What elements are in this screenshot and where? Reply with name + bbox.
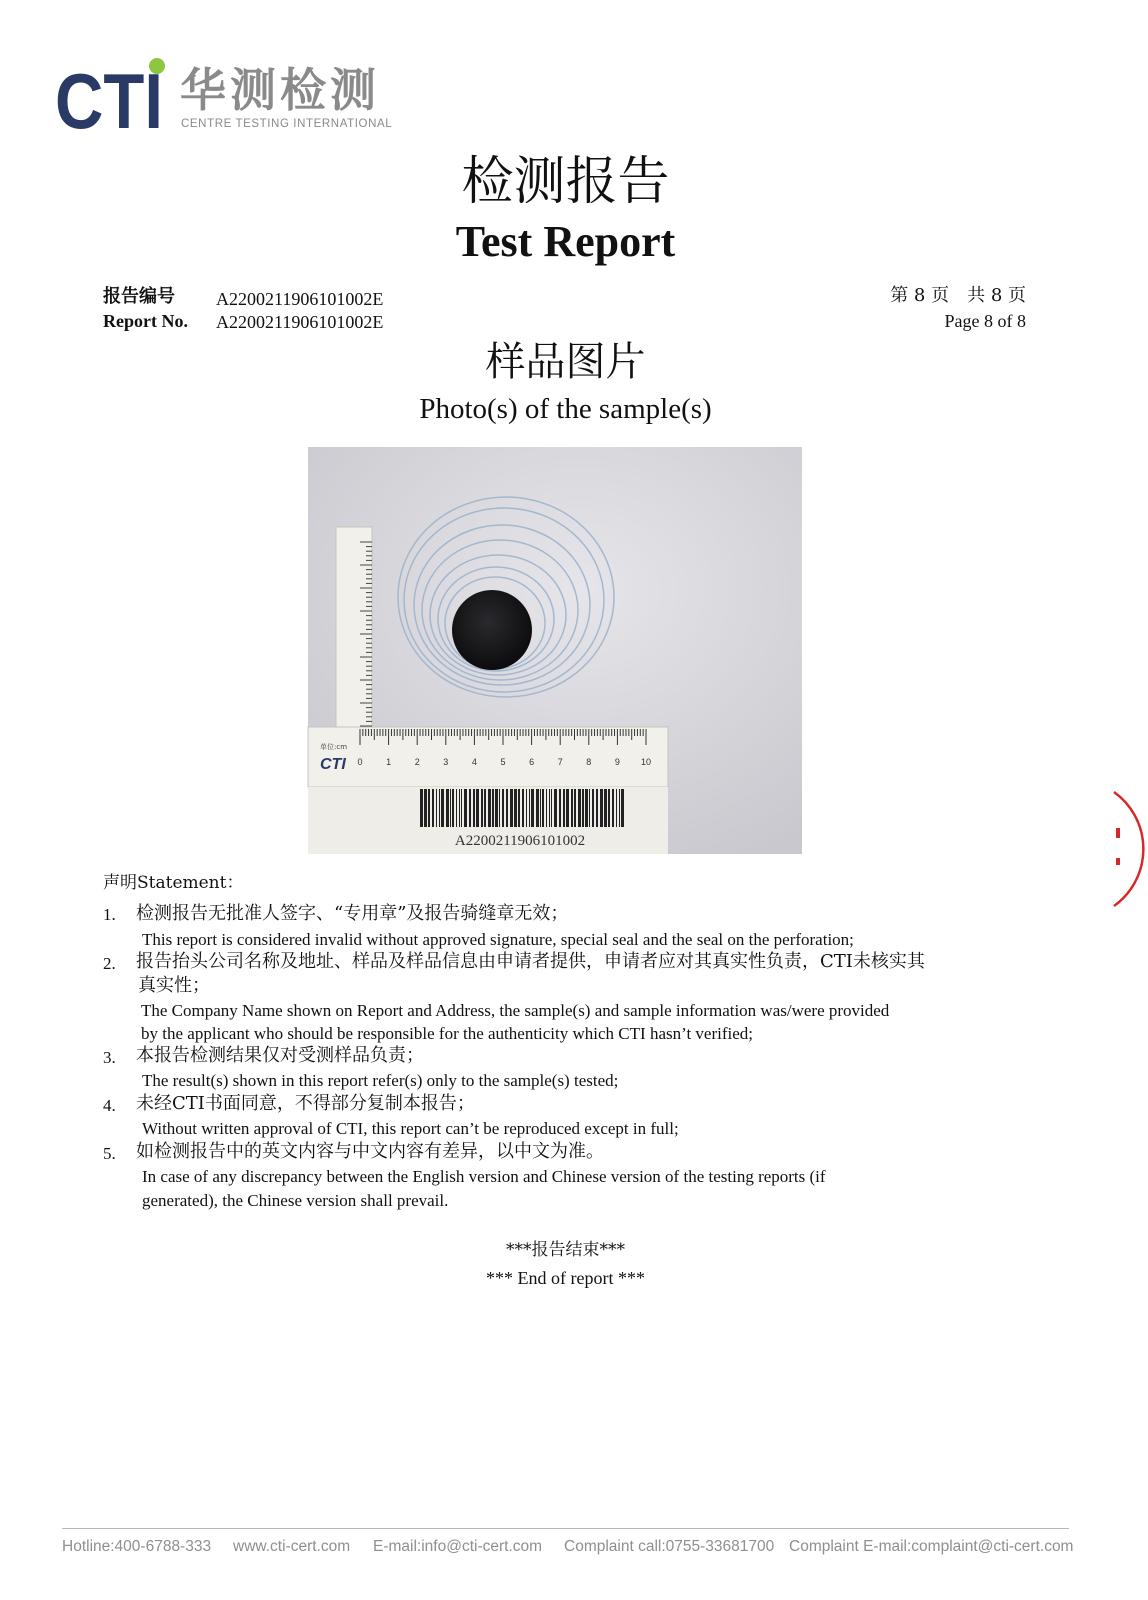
barcode [420, 789, 624, 827]
horizontal-ruler [308, 727, 668, 787]
statement-2-cn: 报告抬头公司名称及地址、样品及样品信息由申请者提供，申请者应对其真实性负责，CTI未核实其 [136, 951, 925, 972]
statement-1-cn: 检测报告无批准人签字、“专用章”及报告骑缝章无效； [136, 903, 569, 924]
statement-5-en: In case of any discrepancy between the English version and Chinese version of the testing reports (if [142, 1167, 826, 1186]
report-title-cn: 检测报告 [461, 152, 670, 212]
statement-2-cn-cont: 真实性； [138, 975, 210, 996]
logo-english-name: CENTRE TESTING INTERNATIONAL [181, 118, 393, 130]
ruler-tick-label: 7 [557, 757, 563, 767]
statement-2-number: 2. [103, 954, 116, 973]
ruler-tick-label: 1 [386, 757, 392, 767]
ruler-tick-label: 10 [640, 757, 652, 767]
report-no-label-cn: 报告编号 [103, 286, 175, 307]
statement-5-cn: 如检测报告中的英文内容与中文内容有差异，以中文为准。 [136, 1141, 604, 1162]
footer-hotline: Hotline:400-6788-333 [62, 1538, 212, 1555]
logo-mark: CTI [55, 57, 163, 145]
page-number-en: Page 8 of 8 [944, 311, 1026, 331]
report-no-value-en: A2200211906101002E [216, 312, 384, 332]
ruler-tick-label: 6 [529, 757, 535, 767]
statement-1-number: 1. [103, 905, 116, 924]
statement-4-cn: 未经CTI书面同意，不得部分复制本报告； [136, 1093, 475, 1114]
ruler-tick-label: 0 [357, 757, 363, 767]
red-seal-fragment [1108, 788, 1148, 910]
section-title-cn: 样品图片 [485, 339, 646, 385]
ruler-tick-label: 8 [586, 757, 592, 767]
vertical-ruler [336, 527, 372, 737]
ruler-tick-label: 5 [500, 757, 506, 767]
statement-3-number: 3. [103, 1048, 116, 1067]
black-sample-disk [452, 590, 532, 670]
end-of-report-en: *** End of report *** [486, 1268, 645, 1288]
report-no-label-en: Report No. [103, 311, 188, 331]
footer-email[interactable]: E-mail:info@cti-cert.com [373, 1538, 543, 1555]
section-title-en: Photo(s) of the sample(s) [419, 393, 712, 425]
report-no-value-cn: A2200211906101002E [216, 289, 384, 309]
statement-4-en: Without written approval of CTI, this report can’t be reproduced except in full; [142, 1119, 679, 1138]
footer-website[interactable]: www.cti-cert.com [233, 1538, 351, 1555]
ruler-tick-label: 3 [443, 757, 449, 767]
statement-heading: 声明Statement： [103, 873, 244, 893]
statement-1-en: This report is considered invalid without approved signature, special seal and the seal on the perforation; [142, 930, 854, 949]
statement-2-en: The Company Name shown on Report and Address, the sample(s) and sample information was/were provided [141, 1001, 890, 1020]
cti-logo [55, 57, 165, 145]
statement-3-cn: 本报告检测结果仅对受测样品负责； [136, 1045, 424, 1066]
footer-complaint-email[interactable]: Complaint E-mail:complaint@cti-cert.com [789, 1538, 1074, 1555]
statement-4-number: 4. [103, 1096, 116, 1115]
statement-5-number: 5. [103, 1144, 116, 1163]
sample-photo-illustration [308, 447, 802, 854]
footer-divider [62, 1528, 1069, 1529]
statement-2-en-cont: by the applicant who should be responsible for the authenticity which CTI hasn’t verified; [141, 1024, 754, 1043]
ruler-tick-label: 4 [471, 757, 477, 767]
ruler-tick-label: 9 [614, 757, 620, 767]
statement-3-en: The result(s) shown in this report refer(s) only to the sample(s) tested; [142, 1071, 619, 1090]
page-number-cn: 第 8 页 共 8 页 [890, 285, 1026, 306]
ruler-unit-label: 单位:cm [320, 743, 348, 751]
statement-5-en-cont: generated), the Chinese version shall prevail. [142, 1191, 449, 1210]
ruler-brand-logo: CTI [320, 756, 346, 773]
end-of-report-cn: ***报告结束*** [506, 1240, 625, 1260]
ruler-tick-label: 2 [414, 757, 420, 767]
footer-complaint-call: Complaint call:0755-33681700 [564, 1538, 775, 1555]
barcode-text: A2200211906101002 [454, 833, 586, 849]
logo-chinese-name: 华测检测 [180, 63, 380, 117]
sample-photo [308, 447, 802, 854]
report-title-en: Test Report [455, 217, 676, 266]
